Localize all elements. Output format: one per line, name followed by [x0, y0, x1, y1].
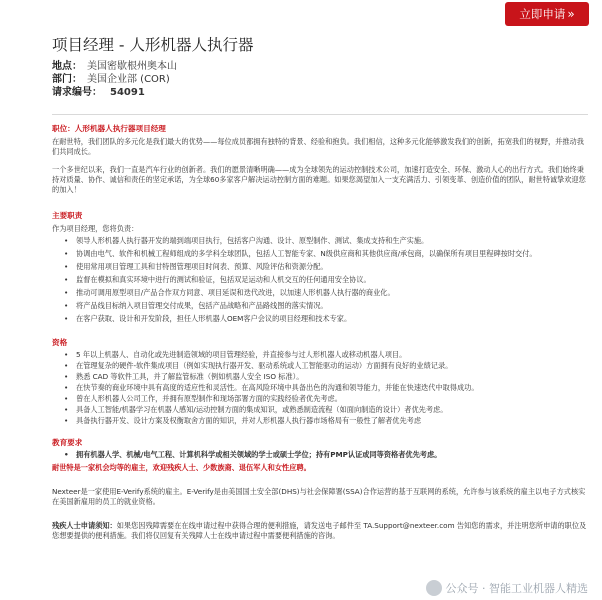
- watermark: [426, 580, 589, 596]
- education-heading: 教育要求: [52, 438, 83, 447]
- department-label: 部门：: [52, 74, 82, 85]
- list-item: • 监督在模拟和真实环境中进行的测试和验证，包括双足运动和人机交互的任何通用安全协议。: [52, 275, 588, 285]
- list-item: • 拥有机器人学、机械/电气工程、计算机科学或相关领域的学士或硕士学位；持有PMP认证或同等资格者优先考虑。: [52, 450, 588, 460]
- everify-statement: Nexteer是一家使用E-Verify系统的雇主。E-Verify是由美国国土安全部(DHS)与社会保障署(SSA)合作运营的基于互联网的系统，允许参与该系统的雇主以电子方式核实在美国新雇用的员工的就业资格。: [52, 487, 586, 506]
- requisition-label: 请求编号：: [52, 87, 102, 98]
- education-list: [52, 450, 588, 460]
- meta-requisition: [52, 86, 177, 99]
- meta-location: [52, 60, 177, 73]
- company-paragraph: 一个多世纪以来，我们一直是汽车行业的创新者。我们的愿景清晰明确——成为全球领先的运动控制技术公司，加速打造安全、环保、激动人心的出行方式。我们始终秉持对质量、协作、诚信和责任的坚定承诺，为全球60多家客户解决运动控制方面的难题。如果您渴望加入一支充满活力、引领变革、创造价值的团队，耐世特诚挚欢迎您的加入！: [52, 165, 586, 194]
- job-meta: [52, 60, 177, 99]
- department-value: 美国企业部 (COR): [87, 74, 170, 85]
- list-item: • 在客户获取、设计和开发阶段，担任人形机器人OEM客户会议的项目经理和技术专家。: [52, 314, 588, 324]
- job-description: [52, 124, 588, 541]
- list-item: • 将产品线目标纳入项目管理交付成果，包括产品战略和产品路线图的落实情况。: [52, 301, 588, 311]
- accommodation-text: 如果您因残障需要在在线申请过程中获得合理的便利措施，请发送电子邮件至 TA.Support@nexteer.com 告知您的需求，并注明您所申请的职位及您想要提供的便利措施。我们将仅回复有关残障人士在线申请过程中需要便利措施的咨询。: [52, 521, 587, 540]
- equal-opportunity-statement: 耐世特是一家机会均等的雇主，欢迎残疾人士、少数族裔、退伍军人和女性应聘。: [52, 463, 311, 472]
- duties-intro: 作为项目经理，您将负责：: [52, 224, 139, 233]
- duties-heading: 主要职责: [52, 211, 83, 220]
- watermark-text: 公众号 · 智能工业机器人精选: [445, 582, 588, 595]
- location-value: 美国密歇根州奥本山: [87, 61, 177, 72]
- list-item: • 协调由电气、软件和机械工程师组成的多学科全球团队，包括人工智能专家、N级供应商和其他供应商/承包商，以确保所有项目里程碑按时交付。: [52, 249, 588, 259]
- job-title: 项目经理 - 人形机器人执行器: [52, 36, 254, 54]
- qualifications-list: [52, 350, 588, 426]
- accommodation-statement: [52, 521, 588, 541]
- double-chevron-right-icon: »: [567, 7, 575, 21]
- list-item: • 在快节奏的商业环境中具有高度的适应性和灵活性。在高风险环境中具备出色的沟通和领导能力，并能在快速迭代中取得成功。: [52, 383, 588, 393]
- list-item: • 具备执行器开发、设计方案及权衡取舍方面的知识，并对人形机器人执行器市场格局有一般性了解者优先考虑: [52, 416, 588, 426]
- accommodation-label: 残疾人士申请须知：: [52, 521, 117, 530]
- wechat-icon: [426, 580, 442, 596]
- list-item: • 熟悉 CAD 等软件工具，并了解监管标准（例如机器人安全 ISO 标准）。: [52, 372, 588, 382]
- diversity-paragraph: 在耐世特，我们团队的多元化是我们最大的优势——每位成员都拥有独特的背景、经验和抱负。我们相信，这种多元化能够激发我们的创新，拓宽我们的视野，并推动我们共同成长。: [52, 137, 584, 156]
- location-label: 地点：: [52, 61, 82, 72]
- list-item: • 曾在人形机器人公司工作，并拥有原型制作和现场部署方面的实践经验者优先考虑。: [52, 394, 588, 404]
- qualifications-heading: 资格: [52, 338, 68, 347]
- apply-now-button[interactable]: [505, 2, 589, 26]
- list-item: • 5 年以上机器人、自动化或先进制造领域的项目管理经验，并直接参与过人形机器人或移动机器人项目。: [52, 350, 588, 360]
- requisition-value: 54091: [110, 87, 145, 98]
- list-item: • 使用常用项目管理工具和甘特图管理项目时间表、预算、风险评估和资源分配。: [52, 262, 588, 272]
- duties-list: [52, 236, 588, 324]
- meta-department: [52, 73, 177, 86]
- list-item: • 领导人形机器人执行器开发的端到端项目执行，包括客户沟通、设计、原型制作、测试、集成支持和生产实施。: [52, 236, 588, 246]
- divider: [52, 114, 588, 115]
- position-title: 职位：人形机器人执行器项目经理: [52, 124, 166, 133]
- list-item: • 具备人工智能/机器学习在机器人感知/运动控制方面的集成知识，或熟悉制造流程（如面向制造的设计）者优先考虑。: [52, 405, 588, 415]
- list-item: • 推动可调用原型项目/产品合作双方同意、项目延误和迭代改进，以加速人形机器人执行器的商业化。: [52, 288, 588, 298]
- list-item: • 在管理复杂的硬件-软件集成项目（例如实现执行器开发、驱动系统或人工智能驱动的运动）方面拥有良好的业绩记录。: [52, 361, 588, 371]
- apply-now-label: 立即申请: [519, 7, 566, 21]
